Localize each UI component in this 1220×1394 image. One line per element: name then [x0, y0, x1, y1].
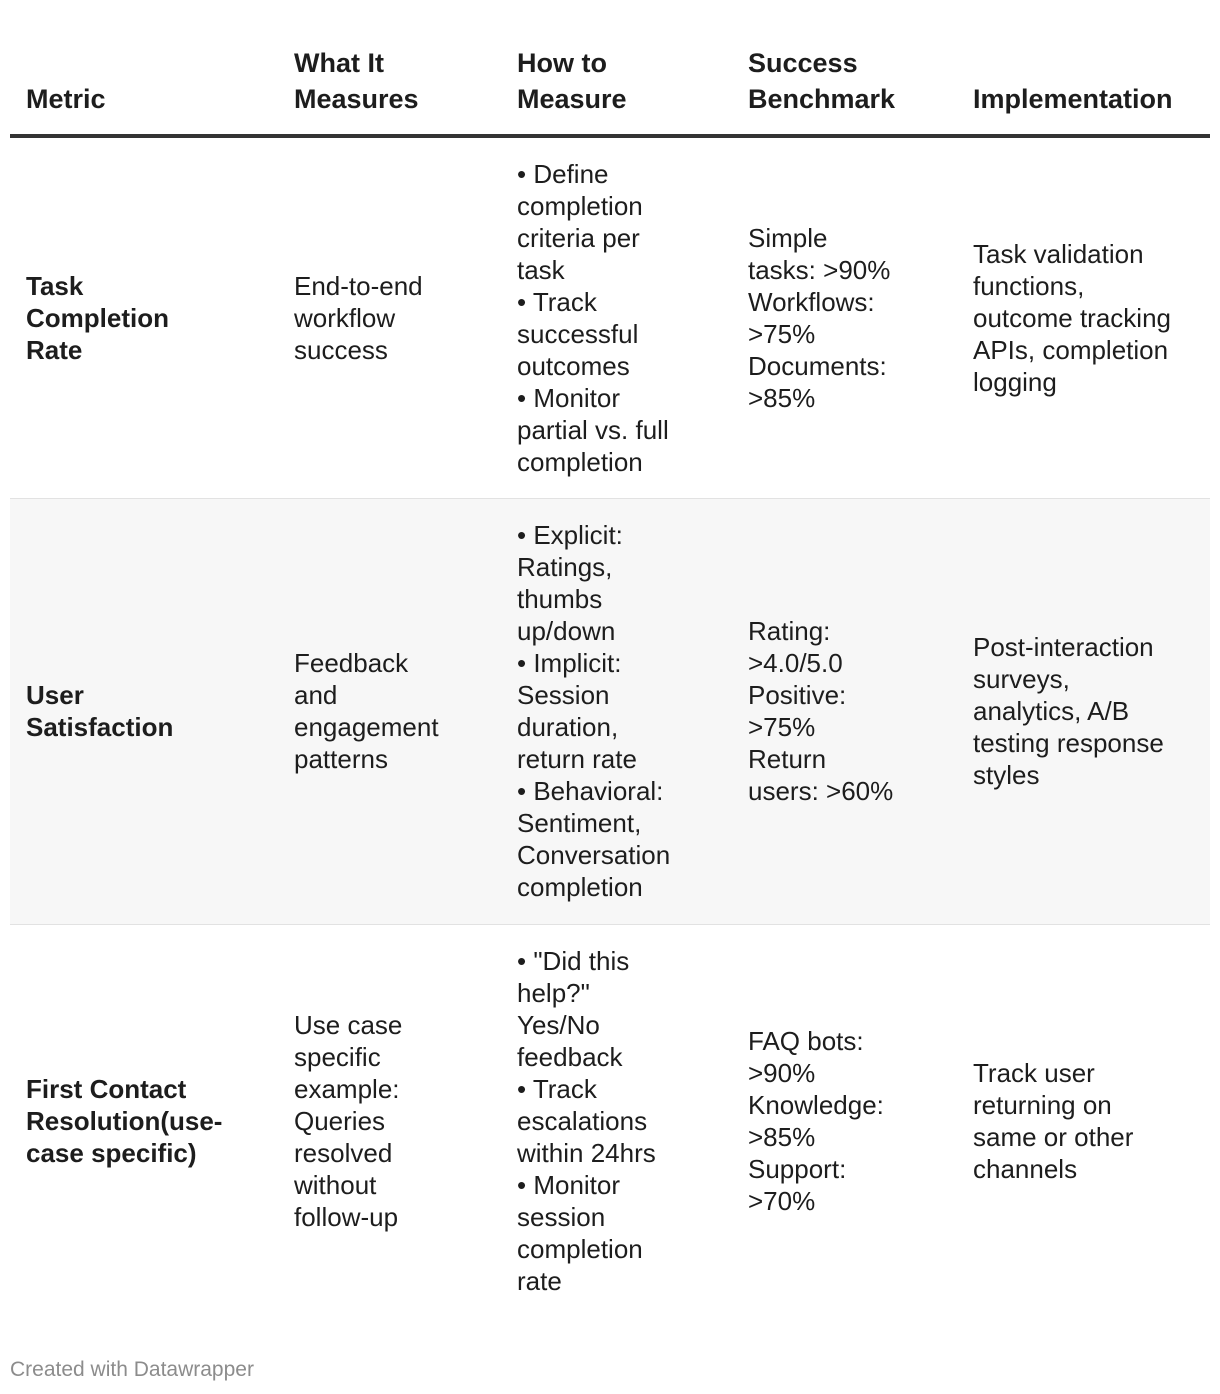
cell-line: Track user: [973, 1058, 1095, 1089]
cell-how-to-measure: [501, 136, 732, 498]
cell-line: resolved: [294, 1138, 393, 1169]
cell-line: tasks: >90%: [748, 254, 891, 285]
cell-line: Queries: [294, 1106, 386, 1137]
cell-line: partial vs. full: [517, 414, 669, 445]
cell-line: completion: [517, 872, 643, 902]
cell-line: Session: [517, 680, 610, 710]
cell-line: styles: [973, 760, 1040, 790]
table-header: [10, 0, 1210, 136]
cell-line: follow-up: [294, 1202, 399, 1233]
cell-line: Rate: [26, 334, 83, 365]
table-row-task-completion-rate: [10, 136, 1210, 498]
cell-line: • "Did this: [517, 946, 630, 977]
cell-line: Positive:: [748, 680, 847, 710]
cell-line: >90%: [748, 1058, 816, 1089]
cell-line: Completion: [26, 302, 169, 333]
metrics-table-container: [10, 0, 1210, 1318]
cell-line: session: [517, 1202, 606, 1233]
cell-line: Ratings,: [517, 552, 613, 582]
header-implementation: [957, 0, 1210, 136]
cell-what-it-measures: [278, 498, 501, 924]
cell-line: thumbs: [517, 584, 603, 614]
cell-line: Benchmark: [748, 84, 896, 114]
header-row: [10, 0, 1210, 136]
cell-line: • Track: [517, 1074, 597, 1105]
cell-line: patterns: [294, 744, 388, 774]
cell-what-it-measures: [278, 136, 501, 498]
cell-line: Sentiment,: [517, 808, 642, 838]
cell-line: completion: [517, 1234, 643, 1265]
cell-line: channels: [973, 1154, 1078, 1185]
cell-line: Use case: [294, 1010, 403, 1041]
cell-line: >70%: [748, 1186, 816, 1217]
cell-line: Simple: [748, 222, 828, 253]
cell-line: return rate: [517, 744, 637, 774]
cell-line: success: [294, 334, 388, 365]
metrics-table: [10, 0, 1210, 1318]
cell-line: • Explicit:: [517, 520, 623, 550]
cell-implementation: [957, 498, 1210, 924]
header-how-to-measure: [501, 0, 732, 136]
cell-metric: [10, 924, 278, 1318]
cell-line: successful: [517, 318, 639, 349]
cell-line: feedback: [517, 1042, 623, 1073]
cell-line: • Behavioral:: [517, 776, 664, 806]
cell-line: escalations: [517, 1106, 648, 1137]
table-body: [10, 136, 1210, 1318]
cell-success-benchmark: [732, 136, 957, 498]
cell-line: testing response: [973, 728, 1164, 758]
cell-line: analytics, A/B: [973, 696, 1130, 726]
cell-line: • Track: [517, 286, 597, 317]
cell-line: Task validation: [973, 238, 1144, 269]
cell-line: Satisfaction: [26, 712, 174, 742]
cell-line: surveys,: [973, 664, 1070, 694]
cell-line: >85%: [748, 1122, 816, 1153]
cell-line: >75%: [748, 318, 816, 349]
cell-line: specific: [294, 1042, 381, 1073]
cell-line: APIs, completion: [973, 334, 1169, 365]
cell-line: Yes/No: [517, 1010, 600, 1041]
cell-line: Success: [748, 48, 858, 78]
cell-line: returning on: [973, 1090, 1112, 1121]
cell-line: Post-interaction: [973, 632, 1154, 662]
cell-line: rate: [517, 1266, 562, 1297]
cell-line: • Monitor: [517, 382, 621, 413]
cell-line: and: [294, 680, 338, 710]
cell-line: logging: [973, 366, 1057, 397]
cell-line: completion: [517, 190, 643, 221]
cell-line: task: [517, 254, 565, 285]
cell-line: Workflows:: [748, 286, 875, 317]
cell-line: End-to-end: [294, 270, 423, 301]
cell-line: engagement: [294, 712, 439, 742]
cell-line: FAQ bots:: [748, 1026, 864, 1057]
cell-line: workflow: [294, 302, 396, 333]
cell-line: same or other: [973, 1122, 1134, 1153]
cell-line: >85%: [748, 382, 816, 413]
header-success-benchmark: [732, 0, 957, 136]
cell-line: Conversation: [517, 840, 671, 870]
cell-line: How to: [517, 48, 607, 78]
cell-line: completion: [517, 446, 643, 477]
cell-line: >75%: [748, 712, 816, 742]
cell-implementation: [957, 136, 1210, 498]
cell-how-to-measure: [501, 924, 732, 1318]
cell-line: Support:: [748, 1154, 847, 1185]
cell-how-to-measure: [501, 498, 732, 924]
cell-line: Measure: [517, 84, 627, 114]
table-row-first-contact-resolution: [10, 924, 1210, 1318]
cell-line: Metric: [26, 84, 106, 114]
cell-metric: [10, 498, 278, 924]
cell-success-benchmark: [732, 498, 957, 924]
cell-line: help?": [517, 978, 590, 1009]
cell-line: case specific): [26, 1138, 197, 1169]
datawrapper-credit[interactable]: Created with Datawrapper: [10, 1358, 254, 1381]
table-row-user-satisfaction: [10, 498, 1210, 924]
cell-line: Feedback: [294, 648, 409, 678]
cell-line: >4.0/5.0: [748, 648, 843, 678]
cell-line: outcomes: [517, 350, 630, 381]
cell-line: Return: [748, 744, 827, 774]
cell-line: Measures: [294, 84, 419, 114]
cell-line: Implementation: [973, 84, 1173, 114]
cell-line: example:: [294, 1074, 400, 1105]
header-metric: [10, 0, 278, 136]
cell-line: Resolution(use-: [26, 1106, 223, 1137]
cell-implementation: [957, 924, 1210, 1318]
cell-line: criteria per: [517, 222, 640, 253]
cell-success-benchmark: [732, 924, 957, 1318]
cell-line: users: >60%: [748, 776, 894, 806]
cell-line: Documents:: [748, 350, 887, 381]
cell-line: duration,: [517, 712, 619, 742]
cell-line: Knowledge:: [748, 1090, 884, 1121]
cell-metric: [10, 136, 278, 498]
cell-line: up/down: [517, 616, 616, 646]
cell-line: What It: [294, 48, 384, 78]
cell-line: User: [26, 680, 84, 710]
cell-line: • Monitor: [517, 1170, 621, 1201]
cell-line: outcome tracking: [973, 302, 1171, 333]
cell-line: within 24hrs: [517, 1138, 656, 1169]
cell-line: First Contact: [26, 1074, 187, 1105]
cell-line: functions,: [973, 270, 1085, 301]
cell-line: without: [294, 1170, 377, 1201]
cell-line: Task: [26, 270, 84, 301]
cell-line: • Define: [517, 158, 609, 189]
cell-what-it-measures: [278, 924, 501, 1318]
header-what-it-measures: [278, 0, 501, 136]
cell-line: Rating:: [748, 616, 831, 646]
cell-line: • Implicit:: [517, 648, 622, 678]
